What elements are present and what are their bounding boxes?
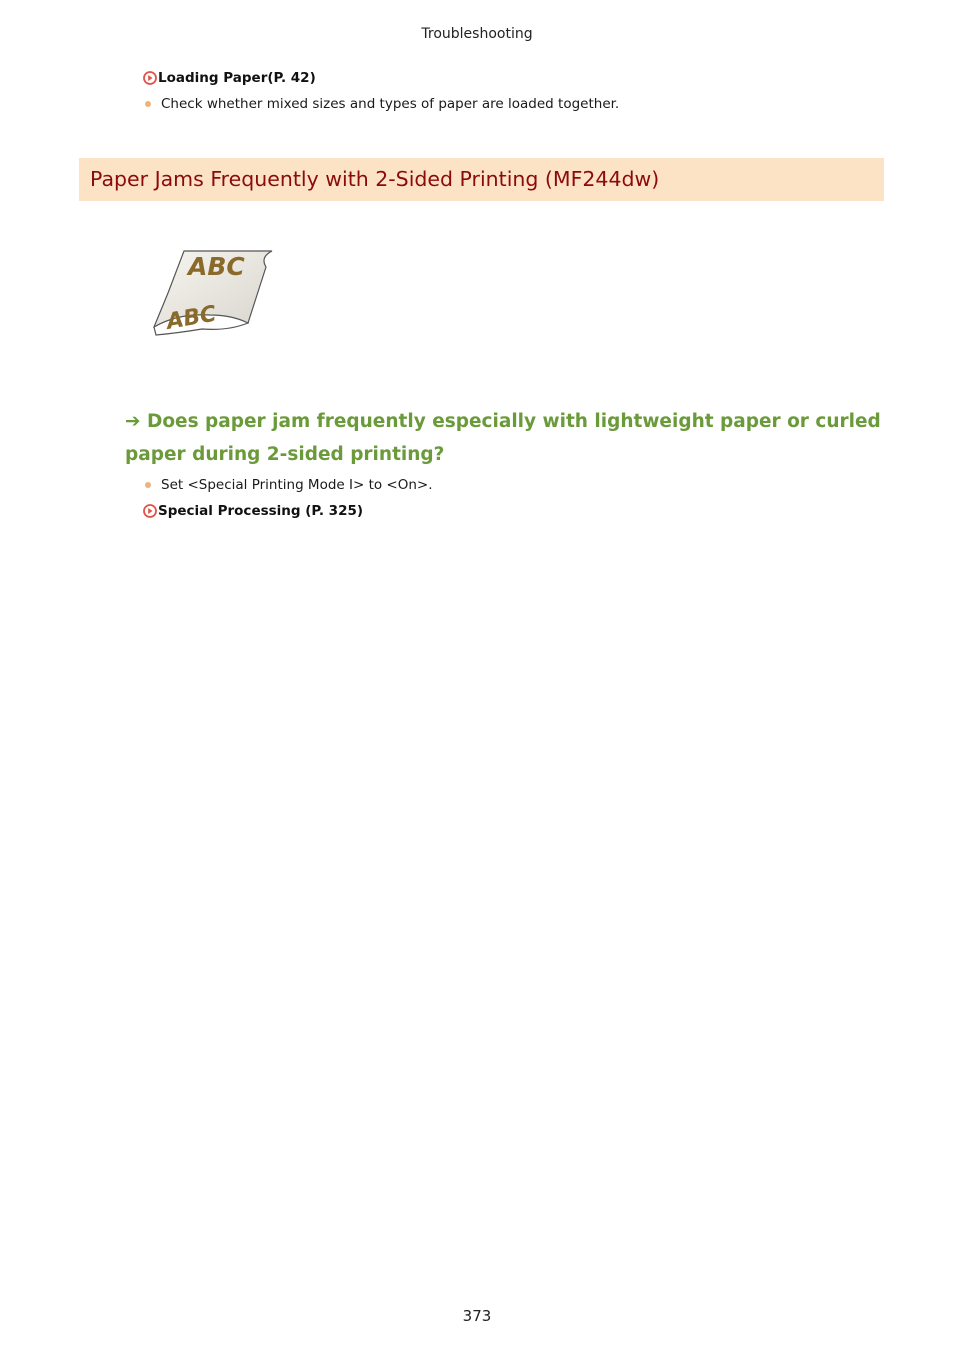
- bullet-dot-icon: [145, 482, 151, 488]
- bullet-item-mixed-paper: [143, 96, 619, 112]
- loading-paper-link[interactable]: [143, 70, 316, 86]
- page-number: 373: [462, 1307, 492, 1325]
- section-title: Paper Jams Frequently with 2-Sided Printing (MF244dw): [90, 167, 660, 191]
- curled-paper-illustration: [148, 243, 278, 339]
- link-arrow-icon: [143, 504, 157, 518]
- bullet-item-text: Check whether mixed sizes and types of paper are loaded together.: [161, 96, 620, 112]
- question-heading: [125, 405, 885, 471]
- bullet-dot-icon: [145, 101, 151, 107]
- illustration-text-bottom: ABC: [164, 301, 219, 335]
- special-processing-link-text[interactable]: Special Processing (P. 325): [158, 503, 364, 519]
- question-text: Does paper jam frequently especially with lightweight paper or curled paper during 2-sided printing?: [125, 411, 881, 465]
- bullet-item-setting: [143, 477, 433, 493]
- bullet-item-text: Set <Special Printing Mode I> to <On>.: [161, 477, 433, 493]
- link-arrow-icon: [143, 71, 157, 85]
- arrow-right-icon: ➔: [125, 411, 141, 432]
- running-header: Troubleshooting: [421, 26, 533, 42]
- section-heading-band: [79, 158, 884, 201]
- loading-paper-link-text[interactable]: Loading Paper(P. 42): [158, 70, 316, 86]
- special-processing-link[interactable]: [143, 503, 363, 519]
- illustration-text-top: ABC: [188, 252, 245, 281]
